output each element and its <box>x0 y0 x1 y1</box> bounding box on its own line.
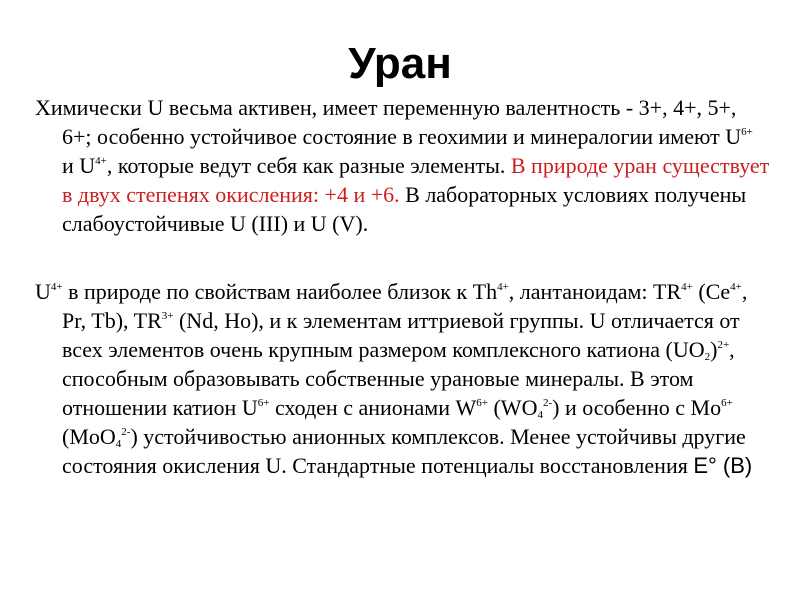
p2-text-m: ) устойчивостью анионных комплексов. Менее устойчивы другие состояния окисления U. Стандартные потенциалы восстановления <box>62 424 746 478</box>
p2-sub-3: 4 <box>115 438 122 450</box>
p2-text-l: (MoO <box>62 424 116 449</box>
p2-sup-6: 2+ <box>717 339 730 351</box>
p2-sup-4: 4+ <box>730 281 742 293</box>
p2-text-e: , Pr, Tb), TR <box>62 279 748 333</box>
p2-sup-8: 6+ <box>476 397 488 409</box>
p2-sup-11: 2- <box>121 426 131 438</box>
p1-highlight-oxidation: В природе уран существует в двух степенях окисления: +4 и +6. <box>62 153 770 207</box>
paragraph-valence <box>35 93 770 238</box>
p2-sup-9: 2- <box>542 397 553 409</box>
slide-title: Уран <box>348 39 452 88</box>
p2-sup-2: 4+ <box>497 281 509 293</box>
p2-text-h: , способным образовывать собственные урановые минералы. В этом отношении катион U <box>62 337 735 420</box>
p2-text-j: (WO <box>487 395 538 420</box>
p1-text-c: , которые ведут себя как разные элементы. <box>106 153 511 178</box>
p2-sub-2: 4 <box>537 409 543 421</box>
p1-text-d: В лабораторных условиях получены слабоустойчивые U (III) и U (V). <box>62 182 747 236</box>
p2-text-g: ) <box>710 337 718 362</box>
p2-text-c: , лантаноидам: TR <box>508 279 682 304</box>
p2-sup-3: 4+ <box>681 281 693 293</box>
p1-sup-1: 6+ <box>741 126 753 138</box>
p2-text-i: сходен с анионами W <box>269 395 477 420</box>
p2-text-b: в природе по свойствам наиболее близок к Th <box>62 279 498 304</box>
p2-text-d: (Ce <box>692 279 731 304</box>
p2-sub-1: 2 <box>704 351 711 363</box>
p2-sup-5: 3+ <box>161 310 174 322</box>
p1-text-a: Химически U весьма активен, имеет переменную валентность - 3+, 4+, 5+, 6+; особенно устойчивое состояние в геохимии и минералогии имеют U <box>35 95 742 149</box>
p2-text-a: U <box>35 279 51 304</box>
p1-text-b: и U <box>62 153 96 178</box>
paragraph-u4-properties <box>35 277 770 480</box>
p2-sup-1: 4+ <box>50 281 63 293</box>
p2-text-k: ) и особенно с Mo <box>552 395 722 420</box>
p2-text-f: (Nd, Ho), и к элементам иттриевой группы. U отличается от всех элементов очень крупным размером комплексного катиона (UO <box>62 308 740 362</box>
p2-sup-7: 6+ <box>257 397 270 409</box>
p2-sup-10: 6+ <box>721 397 733 409</box>
p1-sup-2: 4+ <box>95 155 107 167</box>
p2-text-potential: E° (B) <box>693 453 753 478</box>
